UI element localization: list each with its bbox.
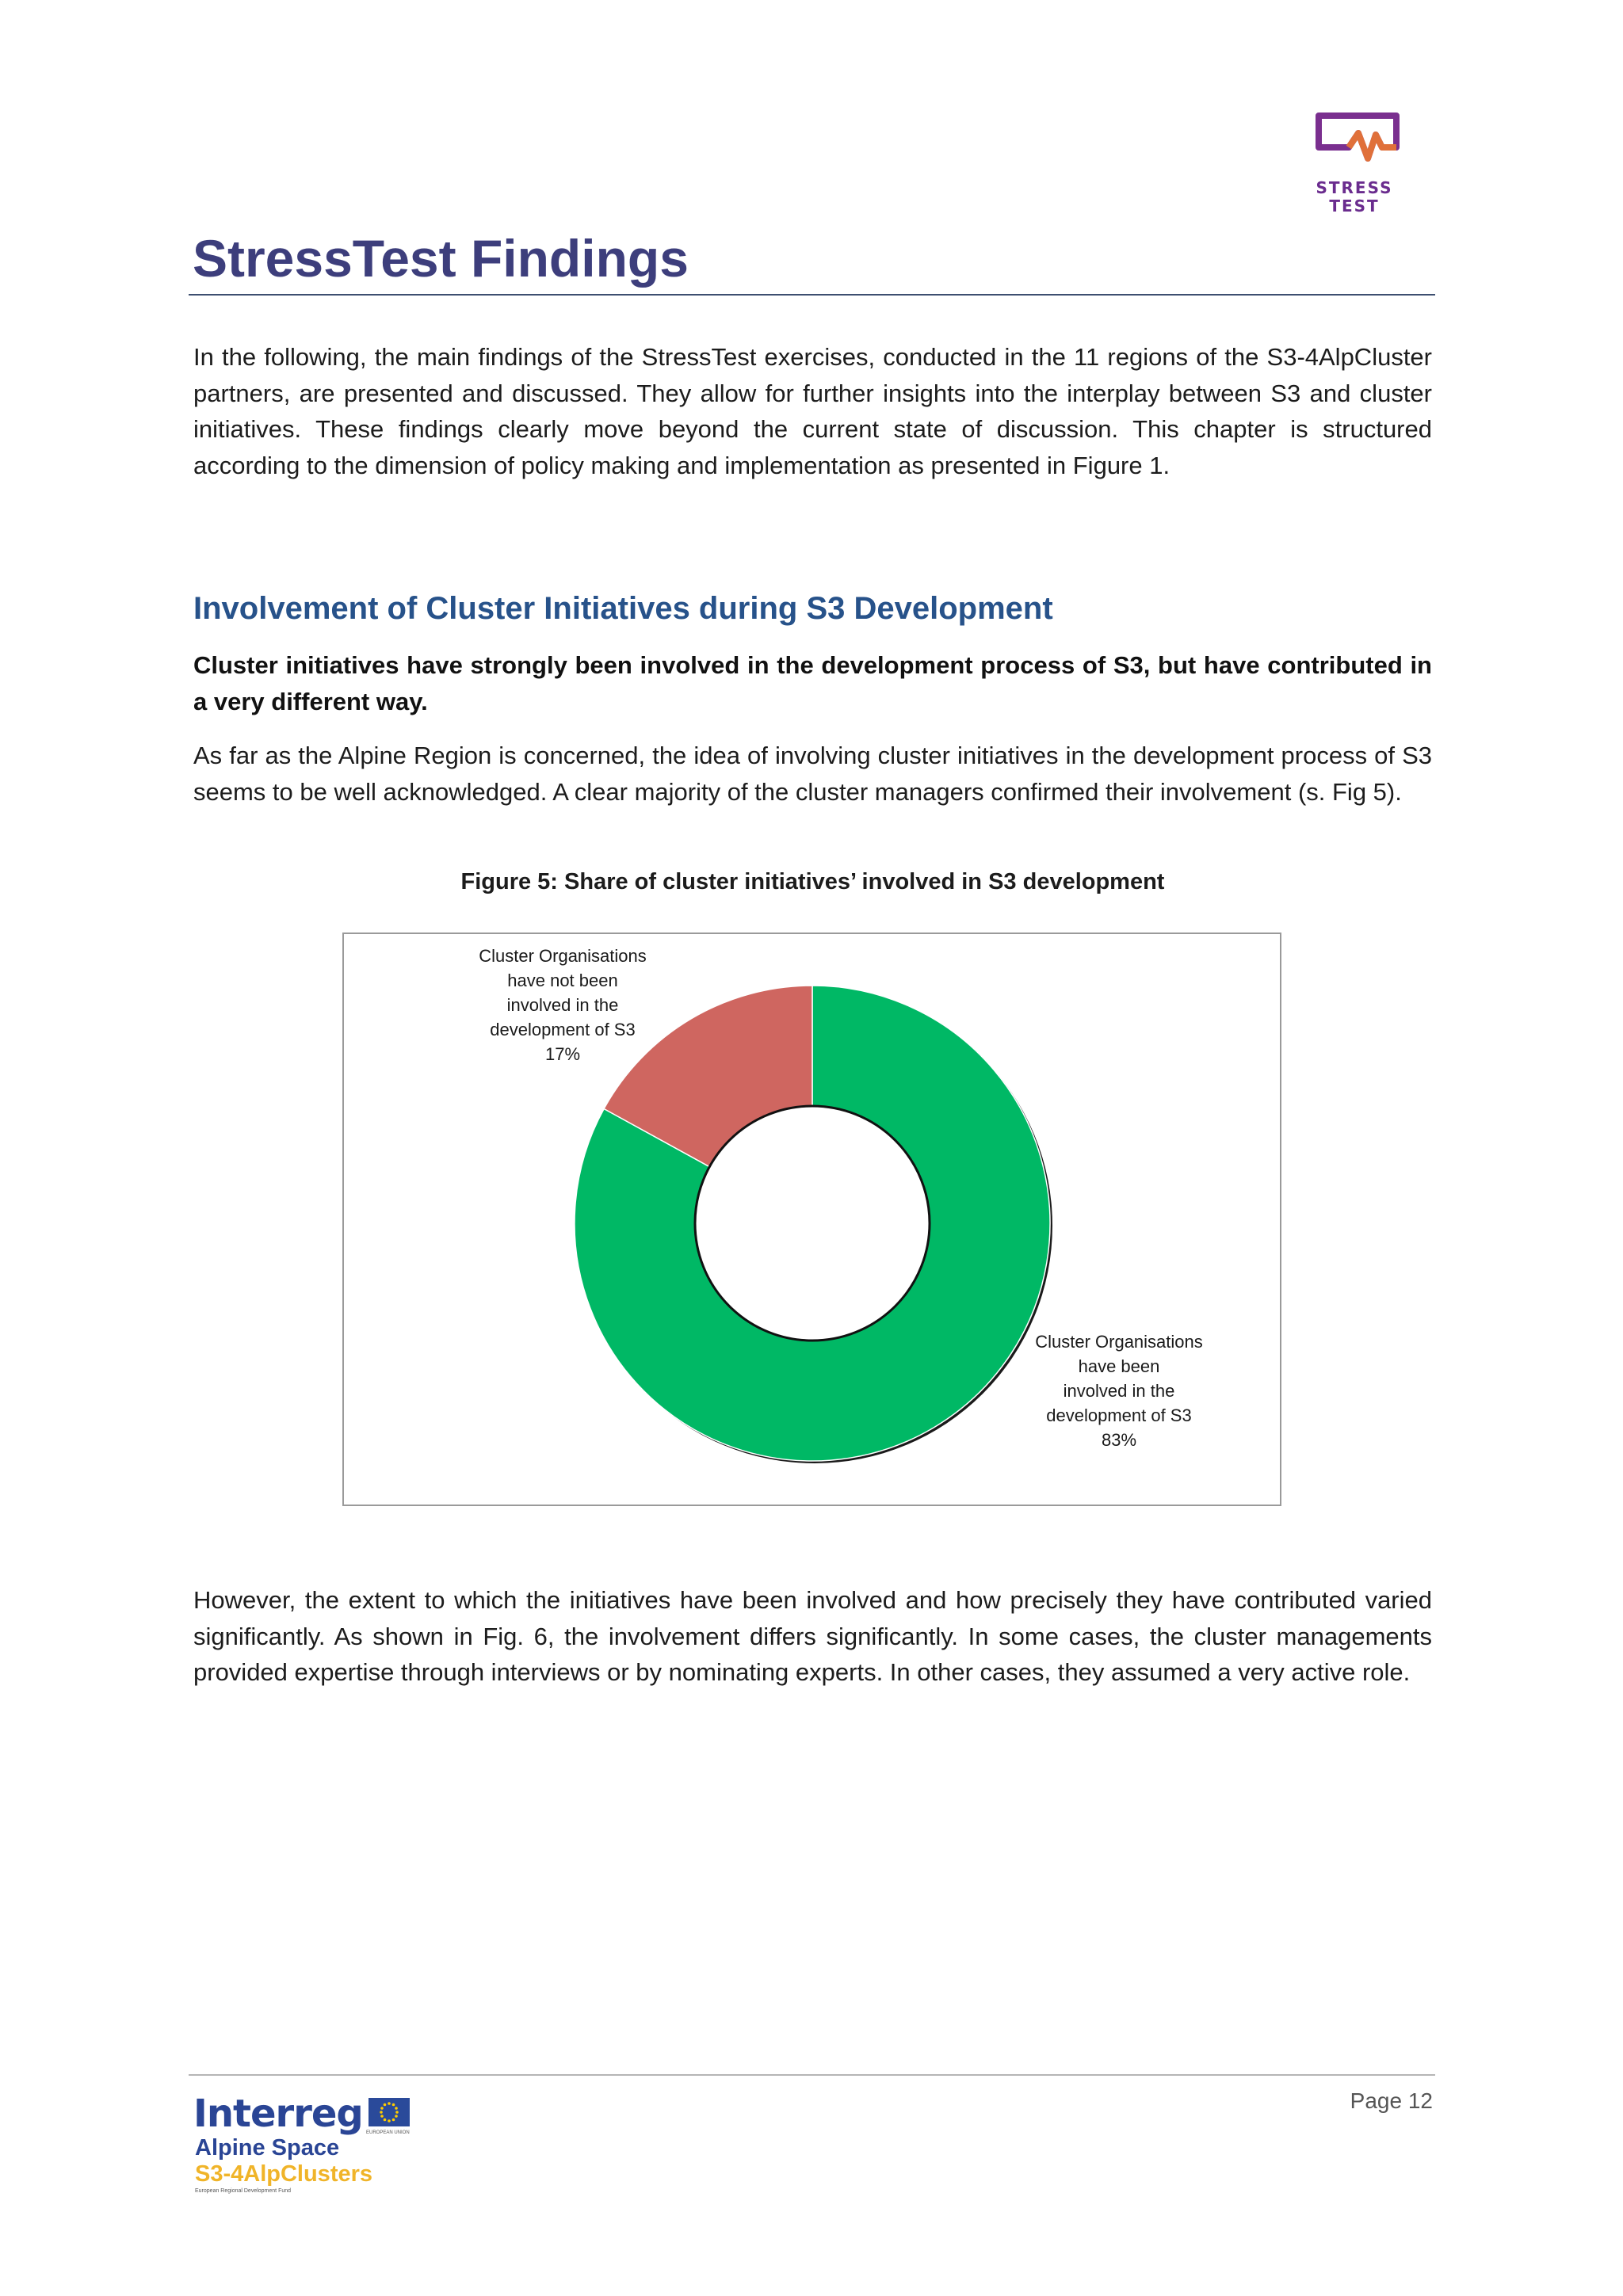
donut-label-line: development of S3 bbox=[1046, 1405, 1192, 1425]
donut-label-line: involved in the bbox=[1063, 1381, 1175, 1401]
donut-label-line: involved in the bbox=[506, 995, 619, 1015]
eu-caption: EUROPEAN UNION bbox=[366, 2130, 410, 2135]
donut-label-line: have been bbox=[1078, 1356, 1160, 1376]
donut-hole bbox=[695, 1106, 930, 1341]
interreg-logo-text: Interreg bbox=[193, 2092, 363, 2136]
fund-caption: European Regional Development Fund bbox=[195, 2188, 292, 2194]
donut-label-line: Cluster Organisations bbox=[479, 946, 647, 966]
body-paragraph-2: However, the extent to which the initiatives have been involved and how precisely they have contributed varied significantly. As shown in Fig. 6, the involvement differs significantly. In some cases, the cluster managements provided expertise through interviews or by nominating experts. In other cases, they assumed a very active role. bbox=[193, 1586, 1432, 1686]
eu-flag-icon bbox=[369, 2098, 410, 2126]
page-title: StressTest Findings bbox=[193, 229, 689, 288]
logo-line-1: STRESS bbox=[1316, 178, 1393, 197]
figure-caption: Figure 5: Share of cluster initiatives’ involved in S3 development bbox=[460, 869, 1165, 894]
donut-data-label-2 bbox=[479, 946, 647, 1064]
donut-label-line: development of S3 bbox=[490, 1020, 636, 1039]
alpine-space-logo-text: Alpine Space bbox=[195, 2135, 340, 2161]
donut-label-line: Cluster Organisations bbox=[1035, 1332, 1203, 1352]
page-number: Page 12 bbox=[1350, 2088, 1433, 2113]
stresstest-logo-text bbox=[1277, 179, 1431, 215]
logo-line-2: TEST bbox=[1329, 196, 1380, 215]
donut-label-line: have not been bbox=[507, 971, 618, 990]
title-divider bbox=[189, 294, 1435, 296]
donut-label-line: 17% bbox=[544, 1044, 581, 1064]
donut-data-label-1 bbox=[1035, 1332, 1203, 1450]
intro-paragraph: In the following, the main findings of the StressTest exercises, conducted in the 11 regions of the S3-4AlpCluster partners, are presented and discussed. They allow for further insights into the interplay between S3 and cluster initiatives. These findings clearly move beyond the current state of discussion. This chapter is structured according to the dimension of policy making and implementation as presented in Figure 1. bbox=[193, 343, 1432, 479]
footer-divider bbox=[189, 2074, 1435, 2076]
body-paragraph-1: As far as the Alpine Region is concerned, the idea of involving cluster initiatives in the development process of S3 seems to be well acknowledged. A clear majority of the cluster managers confirmed their involvement (s. Fig 5). bbox=[193, 742, 1432, 806]
lead-paragraph: Cluster initiatives have strongly been involved in the development process of S3, but have contributed in a very different way. bbox=[193, 651, 1432, 715]
section-heading: Involvement of Cluster Initiatives during S3 Development bbox=[193, 591, 1053, 626]
donut-chart bbox=[342, 933, 1281, 1506]
stresstest-logo-mark bbox=[1277, 97, 1431, 176]
project-logo-text: S3-4AlpClusters bbox=[195, 2161, 373, 2187]
donut-label-line: 83% bbox=[1101, 1430, 1137, 1450]
